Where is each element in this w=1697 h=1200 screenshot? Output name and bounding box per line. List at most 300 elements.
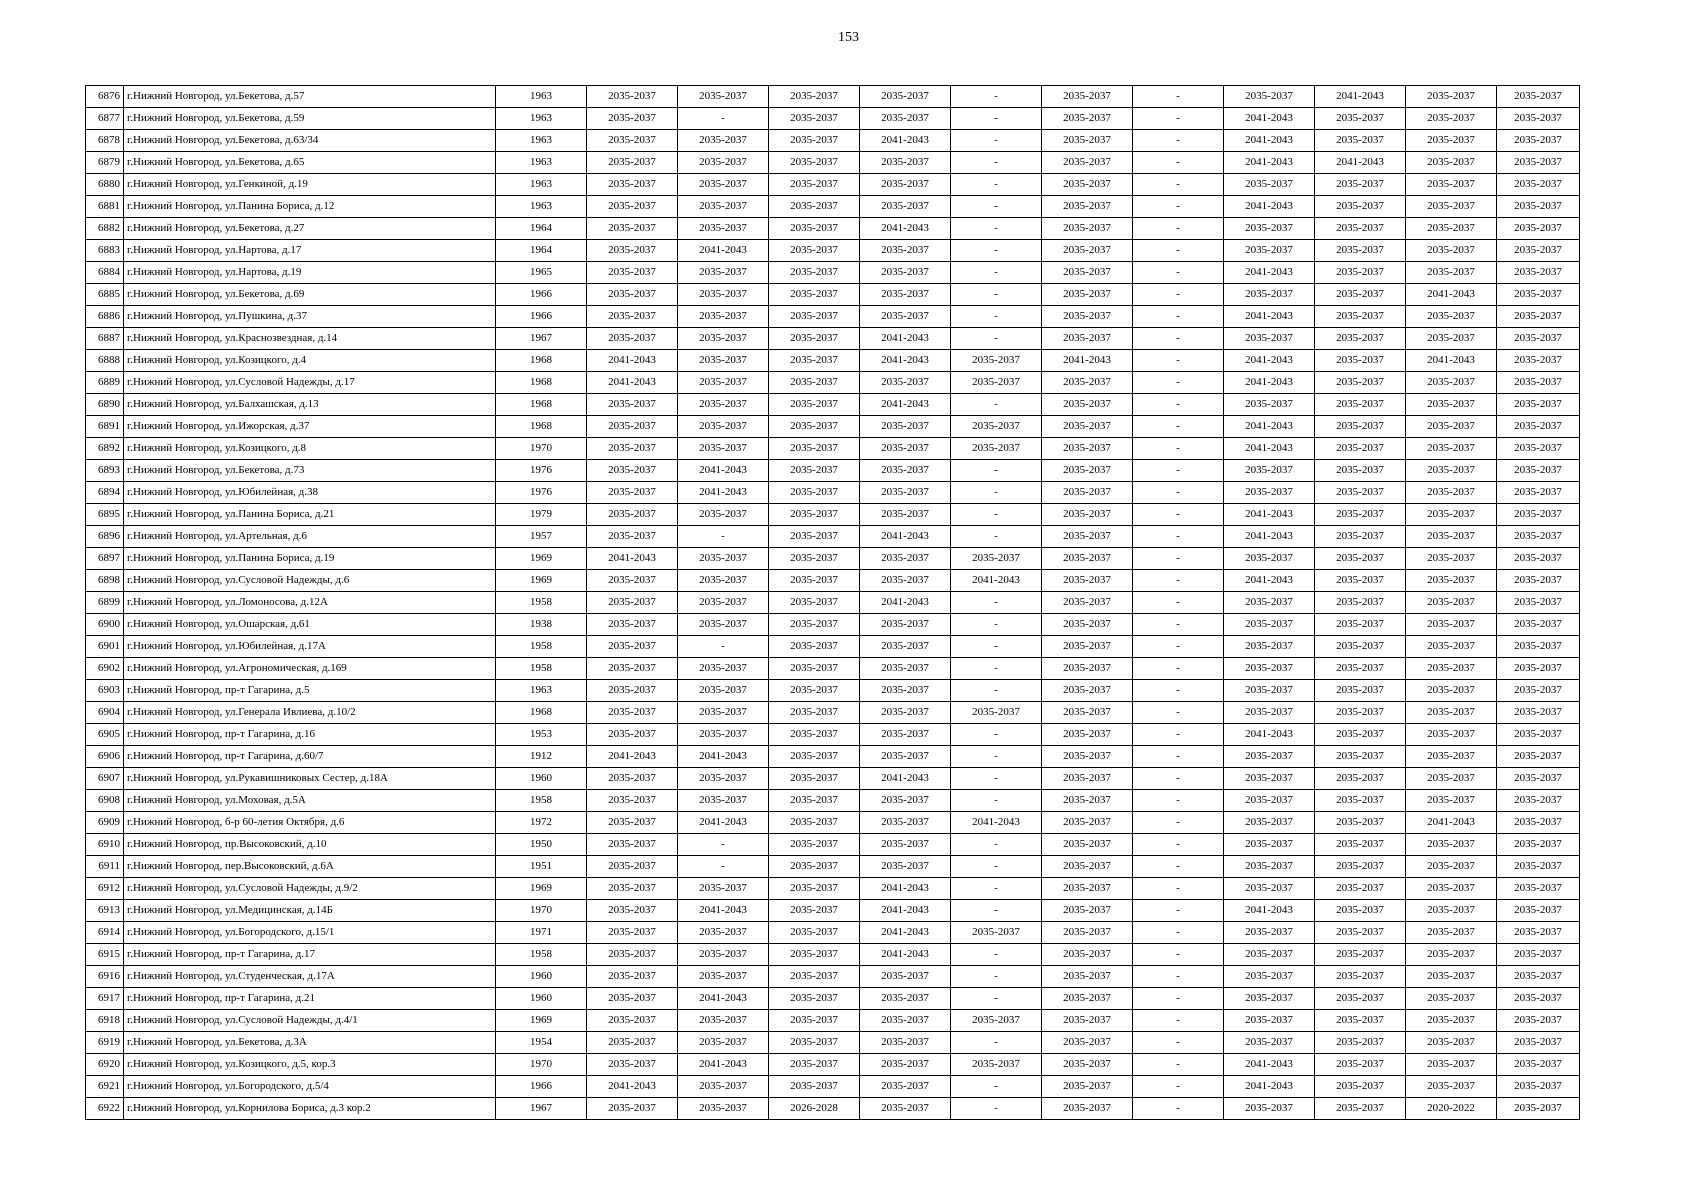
row-number-cell: 6886 bbox=[86, 306, 124, 328]
period-cell: 2041-2043 bbox=[860, 922, 951, 944]
period-cell: 2035-2037 bbox=[1497, 702, 1580, 724]
period-cell: - bbox=[1133, 130, 1224, 152]
table-row bbox=[86, 526, 1580, 548]
period-cell: 2035-2037 bbox=[860, 1076, 951, 1098]
period-cell: 2041-2043 bbox=[860, 900, 951, 922]
row-number-cell: 6907 bbox=[86, 768, 124, 790]
period-cell: 2035-2037 bbox=[1406, 768, 1497, 790]
period-cell: 2035-2037 bbox=[1497, 944, 1580, 966]
period-cell: 2035-2037 bbox=[1497, 394, 1580, 416]
period-cell: - bbox=[951, 130, 1042, 152]
period-cell: 2041-2043 bbox=[1224, 416, 1315, 438]
period-cell: 2041-2043 bbox=[1224, 438, 1315, 460]
period-cell: 2035-2037 bbox=[1224, 482, 1315, 504]
period-cell: 2035-2037 bbox=[1224, 1010, 1315, 1032]
period-cell: 2035-2037 bbox=[1315, 372, 1406, 394]
period-cell: 2035-2037 bbox=[1315, 1098, 1406, 1120]
period-cell: 2035-2037 bbox=[1042, 306, 1133, 328]
year-cell: 1958 bbox=[496, 592, 587, 614]
period-cell: 2035-2037 bbox=[1315, 438, 1406, 460]
period-cell: 2035-2037 bbox=[769, 548, 860, 570]
period-cell: 2041-2043 bbox=[1224, 1076, 1315, 1098]
period-cell: 2035-2037 bbox=[1315, 306, 1406, 328]
period-cell: 2035-2037 bbox=[1042, 130, 1133, 152]
address-cell: г.Нижний Новгород, пр-т Гагарина, д.5 bbox=[124, 680, 496, 702]
period-cell: - bbox=[951, 1076, 1042, 1098]
period-cell: 2035-2037 bbox=[1497, 108, 1580, 130]
period-cell: 2035-2037 bbox=[1042, 680, 1133, 702]
period-cell: - bbox=[1133, 746, 1224, 768]
period-cell: 2041-2043 bbox=[1224, 504, 1315, 526]
period-cell: 2035-2037 bbox=[1224, 878, 1315, 900]
table-row bbox=[86, 350, 1580, 372]
year-cell: 1963 bbox=[496, 196, 587, 218]
period-cell: 2035-2037 bbox=[1315, 790, 1406, 812]
year-cell: 1967 bbox=[496, 328, 587, 350]
period-cell: 2035-2037 bbox=[1224, 218, 1315, 240]
period-cell: - bbox=[951, 196, 1042, 218]
period-cell: 2035-2037 bbox=[769, 306, 860, 328]
period-cell: - bbox=[951, 460, 1042, 482]
period-cell: - bbox=[1133, 350, 1224, 372]
period-cell: 2035-2037 bbox=[587, 438, 678, 460]
period-cell: 2035-2037 bbox=[678, 922, 769, 944]
address-cell: г.Нижний Новгород, ул.Панина Бориса, д.19 bbox=[124, 548, 496, 570]
period-cell: - bbox=[1133, 152, 1224, 174]
row-number-cell: 6896 bbox=[86, 526, 124, 548]
address-cell: г.Нижний Новгород, ул.Сусловой Надежды, д.17 bbox=[124, 372, 496, 394]
row-number-cell: 6912 bbox=[86, 878, 124, 900]
period-cell: 2041-2043 bbox=[951, 570, 1042, 592]
row-number-cell: 6884 bbox=[86, 262, 124, 284]
table-row bbox=[86, 812, 1580, 834]
period-cell: 2035-2037 bbox=[1497, 482, 1580, 504]
period-cell: 2035-2037 bbox=[1042, 218, 1133, 240]
period-cell: 2035-2037 bbox=[1224, 768, 1315, 790]
period-cell: 2035-2037 bbox=[587, 174, 678, 196]
year-cell: 1970 bbox=[496, 438, 587, 460]
period-cell: - bbox=[1133, 1010, 1224, 1032]
period-cell: 2035-2037 bbox=[860, 196, 951, 218]
period-cell: 2041-2043 bbox=[587, 746, 678, 768]
period-cell: 2035-2037 bbox=[678, 416, 769, 438]
address-cell: г.Нижний Новгород, ул.Нартова, д.19 bbox=[124, 262, 496, 284]
period-cell: 2035-2037 bbox=[1315, 196, 1406, 218]
period-cell: 2035-2037 bbox=[1497, 922, 1580, 944]
period-cell: 2035-2037 bbox=[860, 284, 951, 306]
row-number-cell: 6909 bbox=[86, 812, 124, 834]
period-cell: 2035-2037 bbox=[587, 570, 678, 592]
period-cell: - bbox=[951, 86, 1042, 108]
period-cell: 2035-2037 bbox=[1497, 526, 1580, 548]
period-cell: 2035-2037 bbox=[1406, 1054, 1497, 1076]
table-row bbox=[86, 856, 1580, 878]
row-number-cell: 6904 bbox=[86, 702, 124, 724]
row-number-cell: 6899 bbox=[86, 592, 124, 614]
period-cell: 2035-2037 bbox=[951, 702, 1042, 724]
year-cell: 1966 bbox=[496, 1076, 587, 1098]
table-row bbox=[86, 372, 1580, 394]
period-cell: 2035-2037 bbox=[1315, 1076, 1406, 1098]
period-cell: 2035-2037 bbox=[1042, 988, 1133, 1010]
period-cell: - bbox=[951, 108, 1042, 130]
period-cell: 2035-2037 bbox=[1224, 174, 1315, 196]
period-cell: 2035-2037 bbox=[587, 130, 678, 152]
period-cell: 2035-2037 bbox=[1406, 262, 1497, 284]
period-cell: 2035-2037 bbox=[860, 856, 951, 878]
period-cell: 2035-2037 bbox=[1042, 900, 1133, 922]
period-cell: 2041-2043 bbox=[1224, 262, 1315, 284]
period-cell: 2035-2037 bbox=[769, 218, 860, 240]
address-cell: г.Нижний Новгород, ул.Рукавишниковых Сестер, д.18А bbox=[124, 768, 496, 790]
period-cell: 2035-2037 bbox=[1042, 460, 1133, 482]
period-cell: 2035-2037 bbox=[1406, 460, 1497, 482]
period-cell: 2035-2037 bbox=[587, 394, 678, 416]
table-row bbox=[86, 878, 1580, 900]
period-cell: 2035-2037 bbox=[1497, 328, 1580, 350]
period-cell: 2035-2037 bbox=[1497, 350, 1580, 372]
period-cell: 2035-2037 bbox=[1224, 988, 1315, 1010]
period-cell: 2041-2043 bbox=[1224, 130, 1315, 152]
period-cell: 2035-2037 bbox=[860, 548, 951, 570]
period-cell: 2041-2043 bbox=[860, 878, 951, 900]
period-cell: 2035-2037 bbox=[1224, 592, 1315, 614]
address-cell: г.Нижний Новгород, ул.Ошарская, д.61 bbox=[124, 614, 496, 636]
period-cell: 2035-2037 bbox=[587, 504, 678, 526]
period-cell: 2035-2037 bbox=[587, 944, 678, 966]
year-cell: 1950 bbox=[496, 834, 587, 856]
address-cell: г.Нижний Новгород, пр-т Гагарина, д.16 bbox=[124, 724, 496, 746]
address-cell: г.Нижний Новгород, ул.Балхашская, д.13 bbox=[124, 394, 496, 416]
period-cell: - bbox=[1133, 834, 1224, 856]
period-cell: 2035-2037 bbox=[860, 1010, 951, 1032]
period-cell: 2035-2037 bbox=[1406, 504, 1497, 526]
period-cell: 2035-2037 bbox=[1406, 1032, 1497, 1054]
period-cell: - bbox=[1133, 1054, 1224, 1076]
period-cell: - bbox=[1133, 658, 1224, 680]
period-cell: 2035-2037 bbox=[1315, 482, 1406, 504]
period-cell: 2035-2037 bbox=[1224, 636, 1315, 658]
year-cell: 1964 bbox=[496, 240, 587, 262]
period-cell: 2035-2037 bbox=[1497, 570, 1580, 592]
period-cell: 2035-2037 bbox=[678, 196, 769, 218]
period-cell: 2035-2037 bbox=[1315, 284, 1406, 306]
year-cell: 1970 bbox=[496, 1054, 587, 1076]
period-cell: 2035-2037 bbox=[1406, 152, 1497, 174]
period-cell: 2035-2037 bbox=[769, 262, 860, 284]
row-number-cell: 6913 bbox=[86, 900, 124, 922]
table-row bbox=[86, 724, 1580, 746]
period-cell: 2035-2037 bbox=[1406, 328, 1497, 350]
period-cell: 2035-2037 bbox=[860, 614, 951, 636]
year-cell: 1967 bbox=[496, 1098, 587, 1120]
address-cell: г.Нижний Новгород, ул.Ломоносова, д.12А bbox=[124, 592, 496, 614]
period-cell: 2035-2037 bbox=[678, 1032, 769, 1054]
period-cell: 2035-2037 bbox=[1497, 438, 1580, 460]
period-cell: 2035-2037 bbox=[1315, 504, 1406, 526]
period-cell: - bbox=[1133, 1032, 1224, 1054]
table-row bbox=[86, 966, 1580, 988]
period-cell: 2035-2037 bbox=[1406, 724, 1497, 746]
period-cell: 2035-2037 bbox=[1224, 284, 1315, 306]
table-row bbox=[86, 130, 1580, 152]
period-cell: 2035-2037 bbox=[587, 416, 678, 438]
period-cell: 2035-2037 bbox=[769, 966, 860, 988]
period-cell: - bbox=[951, 1032, 1042, 1054]
table-row bbox=[86, 240, 1580, 262]
period-cell: 2035-2037 bbox=[1224, 966, 1315, 988]
period-cell: 2035-2037 bbox=[587, 878, 678, 900]
year-cell: 1966 bbox=[496, 306, 587, 328]
address-cell: г.Нижний Новгород, ул.Козицкого, д.8 bbox=[124, 438, 496, 460]
address-cell: г.Нижний Новгород, ул.Генерала Ивлиева, д.10/2 bbox=[124, 702, 496, 724]
period-cell: 2035-2037 bbox=[1315, 130, 1406, 152]
period-cell: 2035-2037 bbox=[1497, 262, 1580, 284]
year-cell: 1957 bbox=[496, 526, 587, 548]
period-cell: - bbox=[1133, 570, 1224, 592]
period-cell: 2041-2043 bbox=[678, 482, 769, 504]
year-cell: 1958 bbox=[496, 944, 587, 966]
period-cell: 2041-2043 bbox=[1224, 1054, 1315, 1076]
period-cell: 2035-2037 bbox=[1224, 922, 1315, 944]
year-cell: 1958 bbox=[496, 790, 587, 812]
table-row bbox=[86, 1098, 1580, 1120]
period-cell: 2035-2037 bbox=[860, 240, 951, 262]
period-cell: 2035-2037 bbox=[769, 504, 860, 526]
row-number-cell: 6888 bbox=[86, 350, 124, 372]
period-cell: 2035-2037 bbox=[1497, 966, 1580, 988]
period-cell: 2041-2043 bbox=[860, 130, 951, 152]
period-cell: 2035-2037 bbox=[1315, 944, 1406, 966]
period-cell: 2041-2043 bbox=[860, 592, 951, 614]
period-cell: 2035-2037 bbox=[1315, 878, 1406, 900]
period-cell: 2035-2037 bbox=[1406, 702, 1497, 724]
period-cell: 2035-2037 bbox=[769, 372, 860, 394]
row-number-cell: 6883 bbox=[86, 240, 124, 262]
address-cell: г.Нижний Новгород, ул.Краснозвездная, д.14 bbox=[124, 328, 496, 350]
year-cell: 1960 bbox=[496, 988, 587, 1010]
address-cell: г.Нижний Новгород, ул.Бекетова, д.65 bbox=[124, 152, 496, 174]
period-cell: 2035-2037 bbox=[587, 218, 678, 240]
period-cell: 2035-2037 bbox=[951, 416, 1042, 438]
period-cell: - bbox=[1133, 680, 1224, 702]
period-cell: 2035-2037 bbox=[1406, 394, 1497, 416]
period-cell: 2035-2037 bbox=[1406, 174, 1497, 196]
period-cell: 2035-2037 bbox=[769, 438, 860, 460]
row-number-cell: 6910 bbox=[86, 834, 124, 856]
period-cell: 2035-2037 bbox=[587, 86, 678, 108]
period-cell: - bbox=[1133, 812, 1224, 834]
period-cell: - bbox=[1133, 526, 1224, 548]
period-cell: 2035-2037 bbox=[587, 328, 678, 350]
period-cell: - bbox=[951, 944, 1042, 966]
period-cell: 2035-2037 bbox=[1497, 196, 1580, 218]
table-row bbox=[86, 746, 1580, 768]
period-cell: 2035-2037 bbox=[1406, 482, 1497, 504]
period-cell: 2035-2037 bbox=[1406, 240, 1497, 262]
table-row bbox=[86, 592, 1580, 614]
period-cell: 2035-2037 bbox=[1315, 328, 1406, 350]
period-cell: 2035-2037 bbox=[1406, 416, 1497, 438]
period-cell: 2035-2037 bbox=[678, 592, 769, 614]
period-cell: - bbox=[1133, 724, 1224, 746]
period-cell: 2035-2037 bbox=[587, 614, 678, 636]
table-row bbox=[86, 570, 1580, 592]
row-number-cell: 6914 bbox=[86, 922, 124, 944]
period-cell: 2041-2043 bbox=[1224, 570, 1315, 592]
period-cell: 2035-2037 bbox=[1315, 526, 1406, 548]
period-cell: 2035-2037 bbox=[769, 108, 860, 130]
period-cell: 2035-2037 bbox=[1497, 548, 1580, 570]
address-cell: г.Нижний Новгород, ул.Бекетова, д.63/34 bbox=[124, 130, 496, 152]
period-cell: - bbox=[951, 262, 1042, 284]
year-cell: 1968 bbox=[496, 394, 587, 416]
period-cell: 2035-2037 bbox=[1497, 592, 1580, 614]
year-cell: 1963 bbox=[496, 174, 587, 196]
period-cell: 2035-2037 bbox=[1315, 966, 1406, 988]
year-cell: 1969 bbox=[496, 570, 587, 592]
period-cell: 2035-2037 bbox=[860, 416, 951, 438]
period-cell: 2035-2037 bbox=[1042, 768, 1133, 790]
period-cell: 2041-2043 bbox=[860, 394, 951, 416]
period-cell: - bbox=[1133, 504, 1224, 526]
table-row bbox=[86, 702, 1580, 724]
period-cell: 2041-2043 bbox=[678, 240, 769, 262]
period-cell: 2035-2037 bbox=[769, 394, 860, 416]
row-number-cell: 6918 bbox=[86, 1010, 124, 1032]
period-cell: 2035-2037 bbox=[1042, 394, 1133, 416]
period-cell: 2035-2037 bbox=[1224, 1032, 1315, 1054]
period-cell: 2035-2037 bbox=[587, 108, 678, 130]
period-cell: 2035-2037 bbox=[1315, 174, 1406, 196]
period-cell: 2041-2043 bbox=[860, 944, 951, 966]
period-cell: 2035-2037 bbox=[1224, 548, 1315, 570]
period-cell: 2035-2037 bbox=[1406, 746, 1497, 768]
period-cell: 2035-2037 bbox=[1497, 1076, 1580, 1098]
row-number-cell: 6922 bbox=[86, 1098, 124, 1120]
period-cell: 2041-2043 bbox=[1224, 526, 1315, 548]
year-cell: 1954 bbox=[496, 1032, 587, 1054]
period-cell: 2035-2037 bbox=[678, 350, 769, 372]
row-number-cell: 6885 bbox=[86, 284, 124, 306]
period-cell: - bbox=[951, 768, 1042, 790]
period-cell: - bbox=[678, 834, 769, 856]
period-cell: 2035-2037 bbox=[1042, 592, 1133, 614]
year-cell: 1979 bbox=[496, 504, 587, 526]
address-cell: г.Нижний Новгород, ул.Корнилова Бориса, д.3 кор.2 bbox=[124, 1098, 496, 1120]
period-cell: 2035-2037 bbox=[1406, 372, 1497, 394]
period-cell: 2035-2037 bbox=[587, 922, 678, 944]
row-number-cell: 6898 bbox=[86, 570, 124, 592]
period-cell: 2035-2037 bbox=[587, 834, 678, 856]
period-cell: 2041-2043 bbox=[951, 812, 1042, 834]
period-cell: 2035-2037 bbox=[1497, 130, 1580, 152]
period-cell: 2035-2037 bbox=[678, 1010, 769, 1032]
period-cell: 2035-2037 bbox=[1406, 306, 1497, 328]
period-cell: 2035-2037 bbox=[587, 768, 678, 790]
period-cell: - bbox=[951, 900, 1042, 922]
year-cell: 1964 bbox=[496, 218, 587, 240]
table-row bbox=[86, 416, 1580, 438]
period-cell: 2035-2037 bbox=[1315, 1032, 1406, 1054]
period-cell: 2035-2037 bbox=[860, 152, 951, 174]
address-cell: г.Нижний Новгород, ул.Козицкого, д.4 bbox=[124, 350, 496, 372]
period-cell: 2035-2037 bbox=[587, 306, 678, 328]
period-cell: 2035-2037 bbox=[769, 1032, 860, 1054]
row-number-cell: 6879 bbox=[86, 152, 124, 174]
table-row bbox=[86, 614, 1580, 636]
row-number-cell: 6894 bbox=[86, 482, 124, 504]
period-cell: 2035-2037 bbox=[1042, 526, 1133, 548]
period-cell: 2035-2037 bbox=[1224, 328, 1315, 350]
year-cell: 1968 bbox=[496, 702, 587, 724]
period-cell: 2035-2037 bbox=[1042, 570, 1133, 592]
period-cell: 2035-2037 bbox=[860, 702, 951, 724]
period-cell: 2035-2037 bbox=[587, 1010, 678, 1032]
period-cell: 2035-2037 bbox=[1497, 284, 1580, 306]
period-cell: 2035-2037 bbox=[678, 504, 769, 526]
period-cell: 2035-2037 bbox=[1315, 218, 1406, 240]
period-cell: 2041-2043 bbox=[587, 350, 678, 372]
period-cell: - bbox=[678, 108, 769, 130]
period-cell: 2035-2037 bbox=[951, 372, 1042, 394]
row-number-cell: 6891 bbox=[86, 416, 124, 438]
period-cell: 2035-2037 bbox=[769, 570, 860, 592]
row-number-cell: 6893 bbox=[86, 460, 124, 482]
period-cell: 2035-2037 bbox=[1497, 856, 1580, 878]
period-cell: - bbox=[1133, 878, 1224, 900]
address-cell: г.Нижний Новгород, ул.Панина Бориса, д.21 bbox=[124, 504, 496, 526]
period-cell: - bbox=[951, 878, 1042, 900]
table-row bbox=[86, 482, 1580, 504]
period-cell: 2035-2037 bbox=[1497, 240, 1580, 262]
period-cell: 2035-2037 bbox=[860, 1032, 951, 1054]
period-cell: - bbox=[951, 482, 1042, 504]
period-cell: 2041-2043 bbox=[678, 1054, 769, 1076]
period-cell: 2035-2037 bbox=[1497, 680, 1580, 702]
address-cell: г.Нижний Новгород, пр-т Гагарина, д.17 bbox=[124, 944, 496, 966]
period-cell: 2035-2037 bbox=[678, 1076, 769, 1098]
period-cell: - bbox=[1133, 856, 1224, 878]
period-cell: 2035-2037 bbox=[678, 768, 769, 790]
period-cell: 2035-2037 bbox=[1315, 812, 1406, 834]
period-cell: 2041-2043 bbox=[1224, 196, 1315, 218]
period-cell: - bbox=[951, 746, 1042, 768]
period-cell: 2035-2037 bbox=[769, 900, 860, 922]
period-cell: - bbox=[1133, 218, 1224, 240]
period-cell: 2035-2037 bbox=[1497, 1032, 1580, 1054]
period-cell: 2035-2037 bbox=[1315, 658, 1406, 680]
period-cell: 2041-2043 bbox=[1224, 372, 1315, 394]
period-cell: 2035-2037 bbox=[1497, 812, 1580, 834]
period-cell: 2035-2037 bbox=[587, 482, 678, 504]
period-cell: 2035-2037 bbox=[1315, 240, 1406, 262]
period-cell: 2035-2037 bbox=[769, 702, 860, 724]
period-cell: 2035-2037 bbox=[587, 284, 678, 306]
period-cell: 2035-2037 bbox=[1497, 504, 1580, 526]
period-cell: 2035-2037 bbox=[1224, 834, 1315, 856]
period-cell: - bbox=[951, 1098, 1042, 1120]
period-cell: 2035-2037 bbox=[1497, 878, 1580, 900]
row-number-cell: 6890 bbox=[86, 394, 124, 416]
period-cell: 2035-2037 bbox=[1497, 658, 1580, 680]
period-cell: 2035-2037 bbox=[1224, 944, 1315, 966]
period-cell: 2035-2037 bbox=[769, 944, 860, 966]
period-cell: 2035-2037 bbox=[1315, 460, 1406, 482]
period-cell: 2035-2037 bbox=[1315, 350, 1406, 372]
period-cell: 2035-2037 bbox=[860, 812, 951, 834]
period-cell: - bbox=[1133, 394, 1224, 416]
